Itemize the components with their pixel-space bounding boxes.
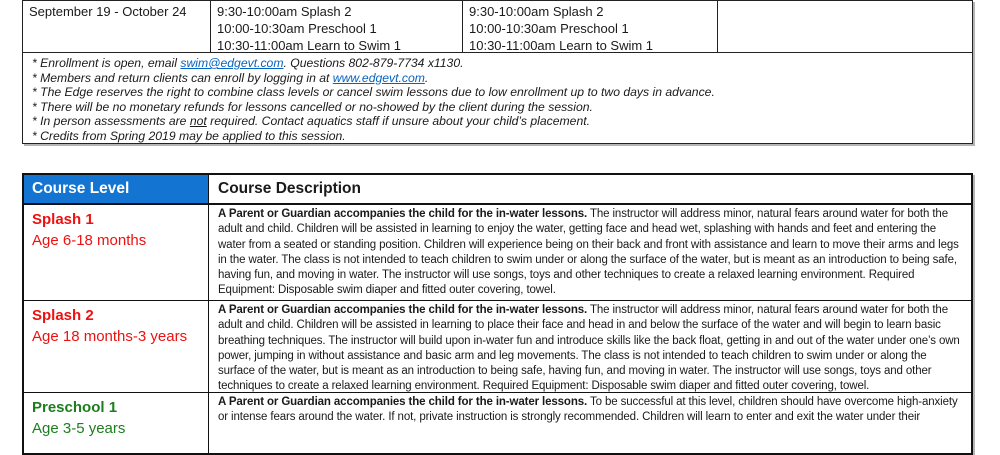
note-members	[32, 71, 964, 86]
course-description-header: Course Description	[218, 180, 361, 197]
schedule-times-cell-2	[463, 1, 718, 52]
note-text: * In person assessments are	[32, 114, 190, 129]
schedule-time-line: 10:00-10:30am Preschool 1	[217, 21, 377, 36]
course-level-name: Preschool 1	[32, 399, 118, 416]
course-age: Age 3-5 years	[32, 420, 126, 437]
course-level-cell	[24, 301, 209, 392]
schedule-row	[23, 0, 972, 53]
course-level-cell	[24, 205, 209, 300]
course-row-splash-2	[24, 301, 971, 393]
course-row-splash-1	[24, 205, 971, 301]
schedule-times-cell-1	[211, 1, 463, 52]
description-body: To be successful at this level, children should have overcome high-anxiety or intense fears around the water. If not, private instruction is strongly recommended. Children will learn to enter and exit the water under their	[218, 396, 958, 424]
course-description-cell	[209, 393, 971, 453]
note-text: * Enrollment is open, email	[32, 56, 181, 70]
course-description-cell	[209, 301, 971, 392]
schedule-time-line: 10:30-11:00am Learn to Swim 1	[217, 38, 402, 52]
course-level-header: Course Level	[24, 175, 209, 203]
description-lead: A Parent or Guardian accompanies the child for the in-water lessons.	[218, 304, 588, 316]
website-link[interactable]: www.edgevt.com	[332, 70, 425, 85]
note-text: required. Contact aquatics staff if unsure about your child’s placement.	[206, 114, 591, 129]
session-date-cell: September 19 - October 24	[23, 1, 211, 52]
note-underlined-word: not	[189, 114, 207, 129]
course-level-cell	[24, 393, 209, 453]
description-lead: A Parent or Guardian accompanies the child for the in-water lessons.	[218, 396, 588, 408]
course-description-cell	[209, 205, 971, 300]
schedule-time-line: 9:30-10:00am Splash 2	[217, 4, 352, 19]
document-page	[22, 0, 973, 455]
schedule-time-line: 10:00-10:30am Preschool 1	[469, 21, 629, 36]
schedule-empty-cell	[718, 1, 972, 52]
course-age: Age 6-18 months	[32, 232, 147, 249]
description-body: The instructor will address minor, natural fears around water for both the adult and child. Children will be assisted in learning to enjoy the water, getting face and head wet, splashing with hands and feet and entering the water from a seated or standing position. Children will experience being on their back and front with assistance and learn to move their arms and legs in the water. The class is not intended to teach children to swim under or along the surface of the water, but is meant as an introduction to being safe, having fun, and moving in water. The instructor will use songs, toys and other techniques to create a relaxed learning environment. Required Equipment: Disposable swim diaper and fitted outer covering, towel.	[218, 208, 959, 297]
note-credits: * Credits from Spring 2019 may be applied to this session.	[32, 128, 346, 143]
note-assessments	[32, 114, 964, 129]
description-lead: A Parent or Guardian accompanies the child for the in-water lessons.	[218, 208, 588, 220]
course-table-header	[24, 175, 971, 205]
note-enrollment	[32, 56, 964, 71]
schedule-time-line: 9:30-10:00am Splash 2	[469, 4, 604, 19]
note-text: .	[424, 70, 429, 85]
note-no-refunds: * There will be no monetary refunds for lessons cancelled or no-showed by the client during the session.	[32, 99, 593, 114]
course-age: Age 18 months-3 years	[32, 328, 188, 345]
course-level-name: Splash 2	[32, 307, 94, 324]
email-link[interactable]: swim@edgevt.com	[180, 56, 284, 70]
notes-section	[23, 53, 972, 143]
course-table	[22, 173, 973, 455]
note-text: * Members and return clients can enroll by logging in at	[32, 70, 333, 85]
schedule-time-line: 10:30-11:00am Learn to Swim 1	[469, 38, 654, 52]
note-combine-cancel: * The Edge reserves the right to combine class levels or cancel swim lessons due to low enrollment up to two days in advance.	[32, 85, 715, 100]
schedule-table	[22, 0, 973, 144]
note-text: . Questions 802-879-7734 x1130.	[283, 56, 464, 70]
course-row-preschool-1	[24, 393, 971, 453]
course-level-name: Splash 1	[32, 211, 94, 228]
description-body: The instructor will address minor, natural fears around water for both the adult and child. Children will be assisted in learning to place their face and head in and below the surface of the water and will begin to learn basic breathing techniques. The instructor will build upon in-water fun and introduce skills like the back float, getting in and out of the water under one’s own power, jumping in without assistance and basic arm and leg movements. The class is not intended to teach children to swim under or along the surface of the water, but is meant as an introduction to being safe, having fun, and moving in water. The instructor will use songs, toys and other techniques to create a relaxed learning environment. Required Equipment: Disposable swim diaper and fitted outer covering, towel.	[218, 304, 960, 392]
